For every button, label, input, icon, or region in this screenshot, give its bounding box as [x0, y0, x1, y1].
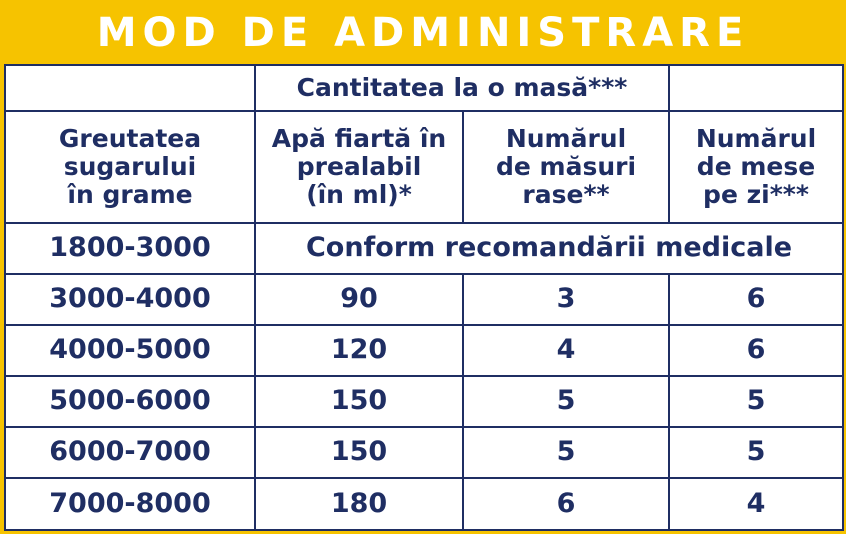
table-row — [5, 274, 843, 325]
header-line: Numărul — [505, 124, 627, 153]
header-line: Apă fiartă în — [271, 124, 447, 153]
water-cell: 150 — [255, 427, 463, 478]
table-row — [5, 478, 843, 530]
header-line: Greutatea — [58, 124, 202, 153]
weight-cell: 5000-6000 — [5, 376, 255, 427]
scoops-column-header — [463, 111, 669, 223]
header-line: rase** — [522, 180, 610, 209]
meals-cell: 5 — [669, 427, 843, 478]
weight-cell: 3000-4000 — [5, 274, 255, 325]
table-header-row — [5, 111, 843, 223]
header-line: Numărul — [695, 124, 817, 153]
meals-cell: 6 — [669, 325, 843, 376]
header-line: de mese — [696, 152, 816, 181]
water-cell: 90 — [255, 274, 463, 325]
header-line: de măsuri — [495, 152, 637, 181]
table-row — [5, 427, 843, 478]
table-row — [5, 223, 843, 274]
scoops-cell: 6 — [463, 478, 669, 530]
scoops-cell: 3 — [463, 274, 669, 325]
weight-cell: 6000-7000 — [5, 427, 255, 478]
meals-cell: 6 — [669, 274, 843, 325]
water-cell: 120 — [255, 325, 463, 376]
header-line: (în ml)* — [306, 180, 412, 209]
table-row — [5, 325, 843, 376]
title-bar — [0, 0, 846, 64]
scoops-cell: 5 — [463, 427, 669, 478]
scoops-cell: 4 — [463, 325, 669, 376]
header-line: prealabil — [296, 152, 422, 181]
water-cell: 180 — [255, 478, 463, 530]
weight-cell: 1800-3000 — [5, 223, 255, 274]
scoops-cell: 5 — [463, 376, 669, 427]
page-title: MOD DE ADMINISTRARE — [96, 10, 750, 56]
header-line: sugarului — [63, 152, 197, 181]
header-line: în grame — [67, 180, 193, 209]
water-column-header — [255, 111, 463, 223]
dosage-table — [4, 64, 844, 531]
table-header-group-row — [5, 65, 843, 111]
quantity-per-meal-header: Cantitatea la o masă*** — [255, 65, 669, 111]
meals-cell: 4 — [669, 478, 843, 530]
weight-cell: 4000-5000 — [5, 325, 255, 376]
meals-column-header — [669, 111, 843, 223]
meals-cell: 5 — [669, 376, 843, 427]
header-line: pe zi*** — [703, 180, 809, 209]
empty-header-cell — [5, 65, 255, 111]
water-cell: 150 — [255, 376, 463, 427]
weight-cell: 7000-8000 — [5, 478, 255, 530]
medical-recommendation-cell: Conform recomandării medicale — [255, 223, 843, 274]
table-row — [5, 376, 843, 427]
empty-header-cell — [669, 65, 843, 111]
weight-column-header — [5, 111, 255, 223]
